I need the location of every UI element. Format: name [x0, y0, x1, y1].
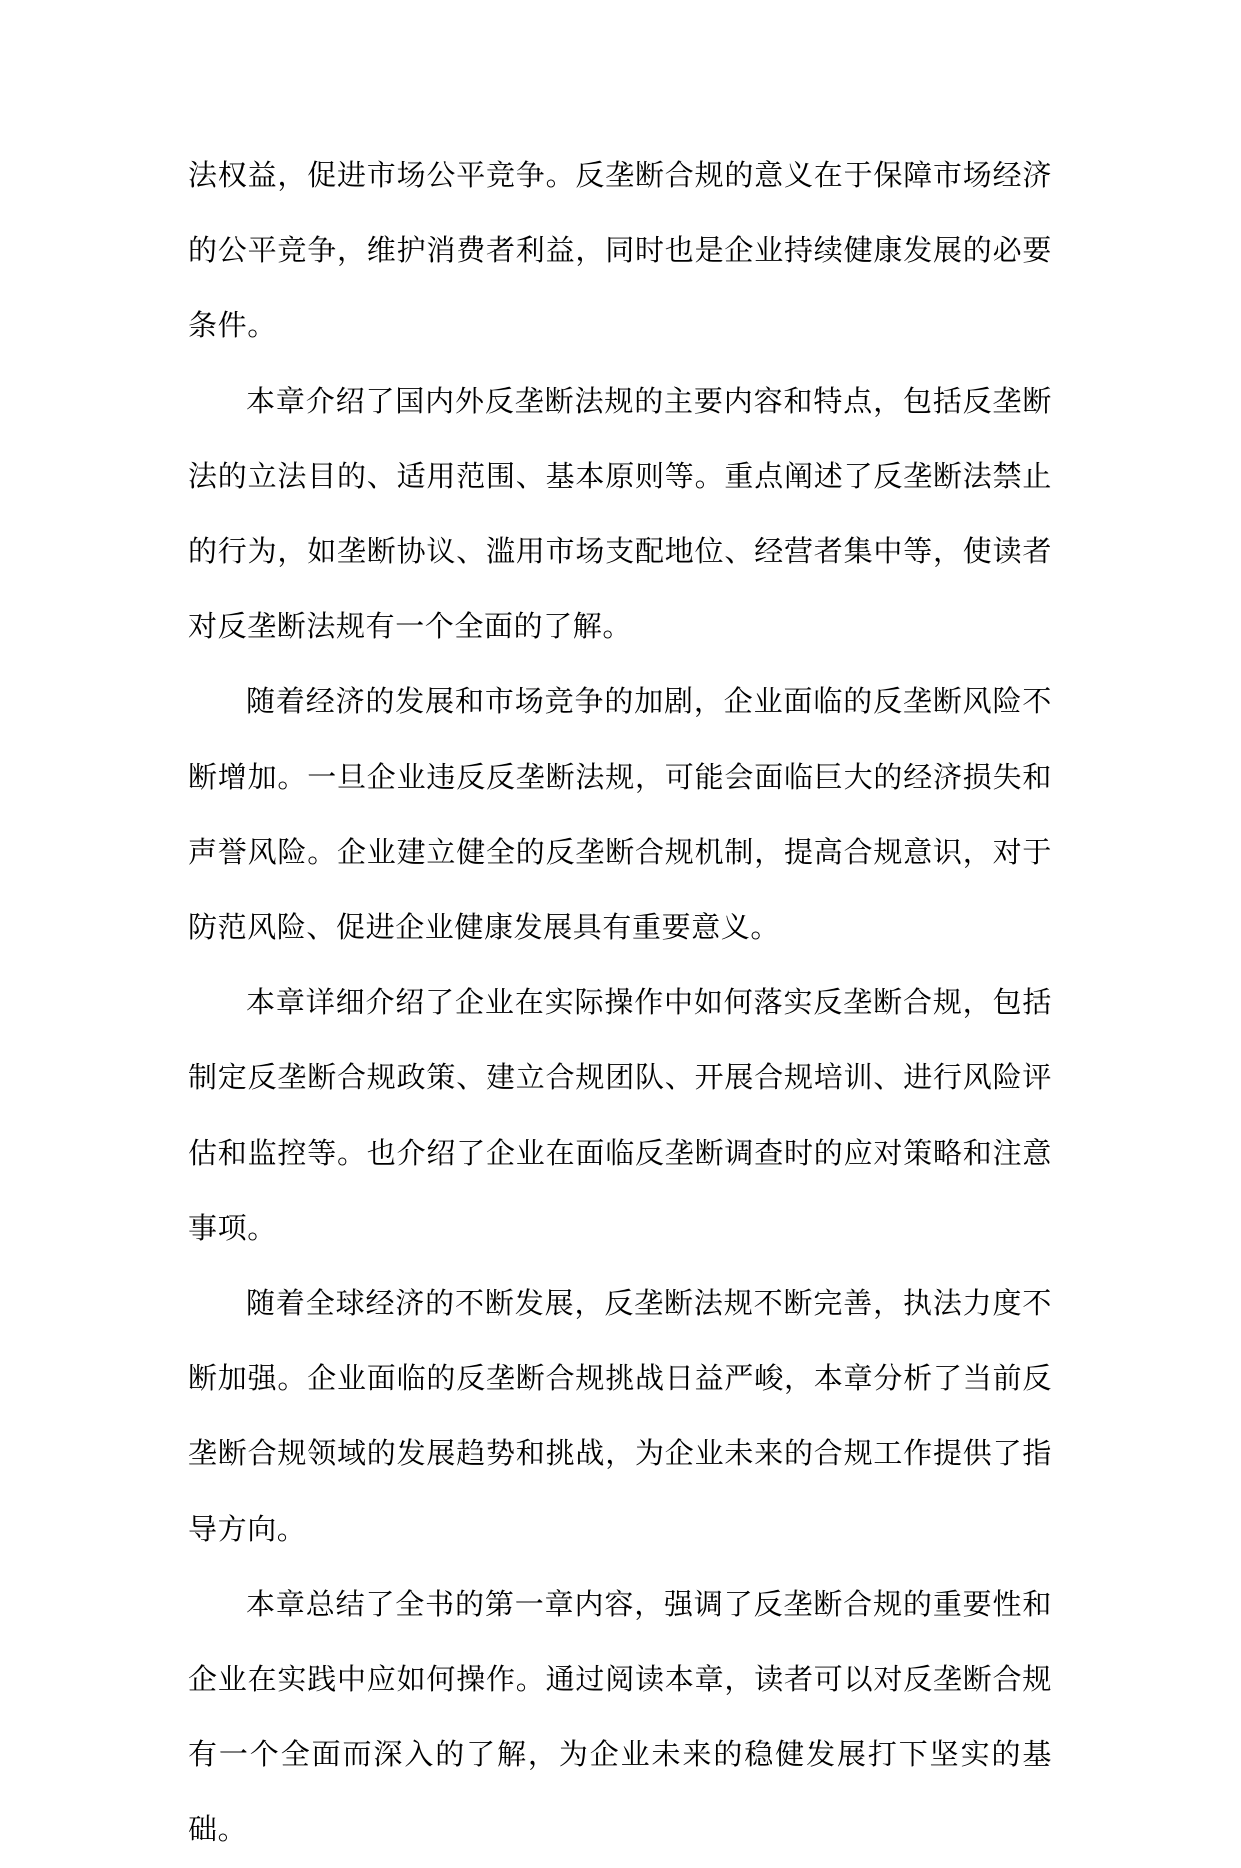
- document-body: [188, 138, 1052, 1868]
- paragraph-trends-challenges: 随着全球经济的不断发展，反垄断法规不断完善，执法力度不断加强。企业面临的反垄断合规挑战日益严峻，本章分析了当前反垄断合规领域的发展趋势和挑战，为企业未来的合规工作提供了指导方向。: [188, 1286, 1052, 1546]
- paragraph-continuation: 法权益，促进市场公平竞争。反垄断合规的意义在于保障市场经济的公平竞争，维护消费者利益，同时也是企业持续健康发展的必要条件。: [188, 158, 1052, 343]
- paragraph-antitrust-regulations: 本章介绍了国内外反垄断法规的主要内容和特点，包括反垄断法的立法目的、适用范围、基本原则等。重点阐述了反垄断法禁止的行为，如垄断协议、滥用市场支配地位、经营者集中等，使读者对反垄断法规有一个全面的了解。: [188, 383, 1052, 644]
- paragraph-chapter-summary: 本章总结了全书的第一章内容，强调了反垄断合规的重要性和企业在实践中应如何操作。通过阅读本章，读者可以对反垄断合规有一个全面而深入的了解，为企业未来的稳健发展打下坚实的基础。: [188, 1586, 1052, 1847]
- paragraph-antitrust-risk: 随着经济的发展和市场竞争的加剧，企业面临的反垄断风险不断增加。一旦企业违反反垄断法规，可能会面临巨大的经济损失和声誉风险。企业建立健全的反垄断合规机制，提高合规意识，对于防范风险、促进企业健康发展具有重要意义。: [188, 684, 1052, 945]
- paragraph-compliance-practice: 本章详细介绍了企业在实际操作中如何落实反垄断合规，包括制定反垄断合规政策、建立合规团队、开展合规培训、进行风险评估和监控等。也介绍了企业在面临反垄断调查时的应对策略和注意事项。: [188, 985, 1052, 1245]
